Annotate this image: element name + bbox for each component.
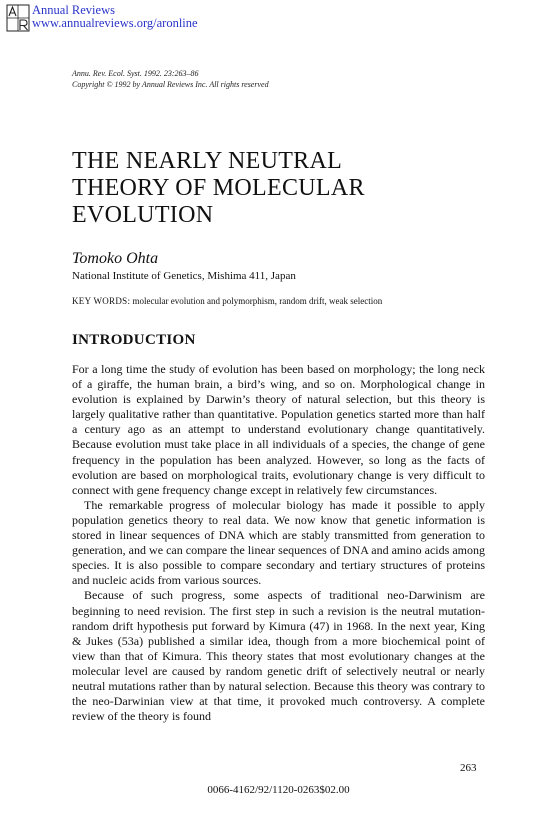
keywords-list: molecular evolution and polymorphism, random drift, weak selection [132, 296, 383, 306]
paragraph-1: For a long time the study of evolution has been based on morphology; the long neck of a giraffe, the human brain, a bird’s wing, and so on. Morphological change in evolution is explained by Darwin’s theory of natural selection, but this theory is largely qualitative rather than quantitative. Population genetics started more than half a century ago as an attempt to understand evolutionary change quantitatively. Because evolution must take place in all individuals of a species, the change of gene frequency in the population has been analyzed. However, so long as the facts of evolution are based on morphological traits, evolutionary change is very difficult to connect with gene frequency change except in relatively few circumstances. [72, 362, 485, 497]
title-line-2: THEORY OF MOLECULAR [72, 175, 365, 201]
header-links [32, 4, 198, 30]
article-title [72, 148, 365, 229]
citation-journal: Annu. Rev. Ecol. Syst. 1992. 23:263–86 [72, 69, 199, 78]
body-text [72, 362, 485, 724]
keywords-line [72, 296, 382, 306]
paragraph-3: Because of such progress, some aspects of traditional neo-Darwinism are beginning to need revision. The first step in such a revision is the neutral mutation-random drift hypothesis put forward by Kimura (47) in 1968. In the next year, King & Jukes (53a) published a similar idea, though from a more biochemical point of view than that of Kimura. This theory states that most evolutionary changes at the molecular level are caused by random genetic drift of selectively neutral or nearly neutral mutations rather than by natural selection. Because this theory was contrary to the neo-Darwinian view at that time, it provoked much controversy. A complete review of the theory is found [72, 588, 485, 724]
publisher-url-link[interactable]: www.annualreviews.org/aronline [32, 16, 198, 30]
citation-copyright: Copyright © 1992 by Annual Reviews Inc. All rights reserved [72, 80, 269, 89]
keywords-label: KEY WORDS: [72, 296, 131, 306]
publisher-link[interactable]: Annual Reviews [32, 3, 115, 17]
author-affiliation: National Institute of Genetics, Mishima 411, Japan [72, 270, 296, 282]
citation-block [72, 68, 269, 90]
footer-code: 0066-4162/92/1120-0263$02.00 [207, 784, 350, 796]
page-number: 263 [460, 762, 477, 774]
title-line-1: THE NEARLY NEUTRAL [72, 148, 343, 174]
paragraph-2: The remarkable progress of molecular biology has made it possible to apply population genetics theory to real data. We now know that genetic information is stored in linear sequences of DNA which are stably transmitted from generation to generation, and we can compare the linear sequences of DNA and amino acids among species. It is also possible to compare secondary and tertiary structures of proteins and nucleic acids from various sources. [72, 497, 485, 588]
author-name: Tomoko Ohta [72, 250, 159, 267]
annual-reviews-logo-icon [6, 4, 30, 32]
section-heading: INTRODUCTION [72, 332, 196, 348]
title-line-3: EVOLUTION [72, 202, 214, 228]
